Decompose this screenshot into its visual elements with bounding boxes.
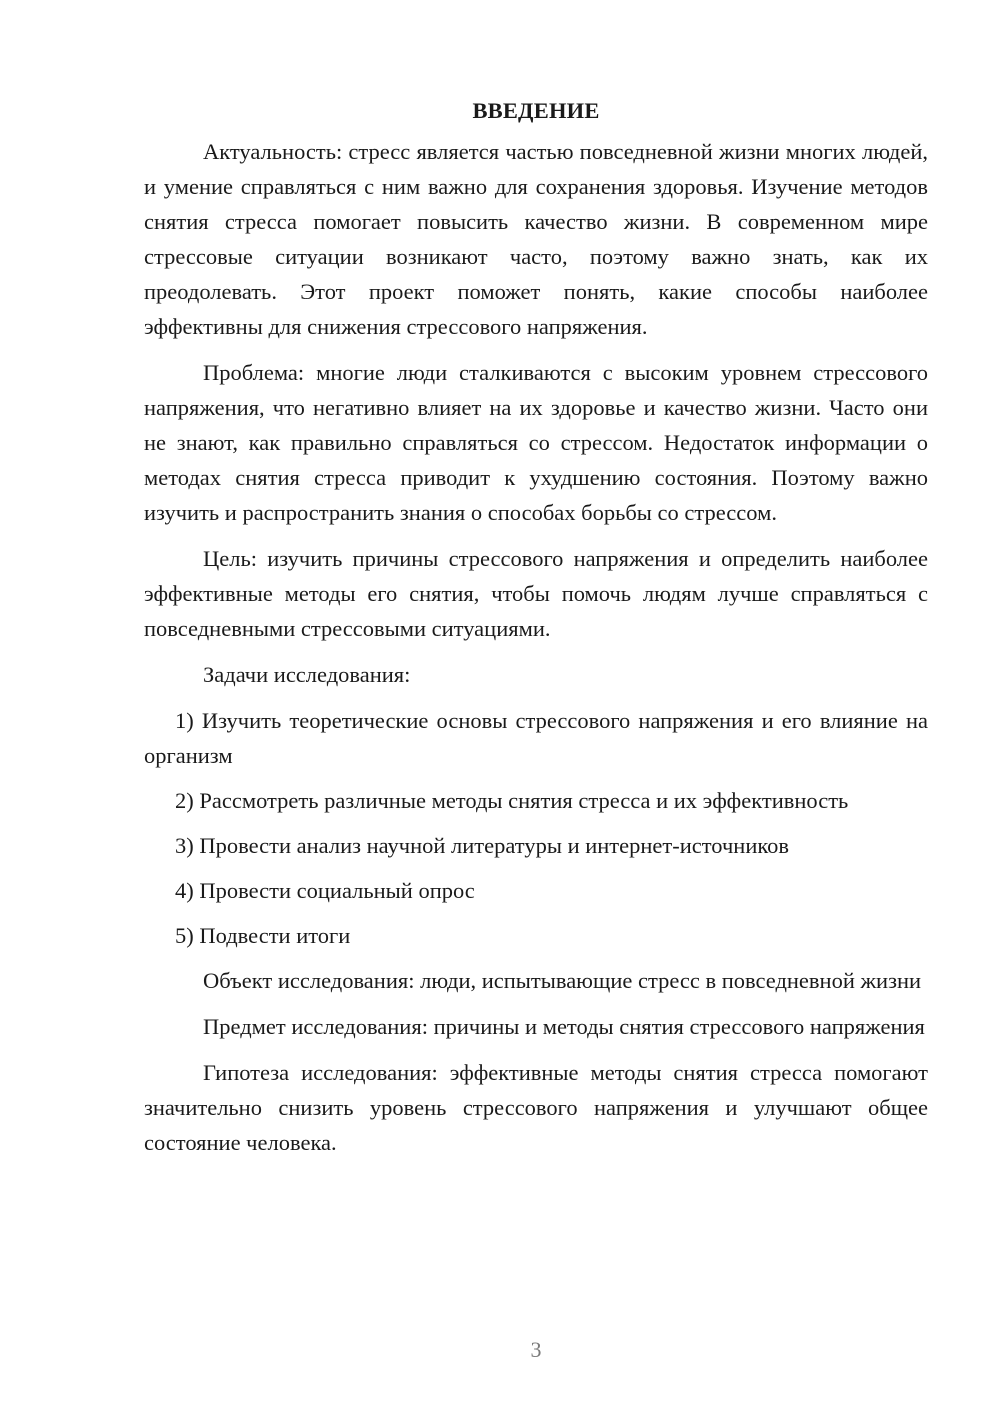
- task-item: 3) Провести анализ научной литературы и интернет-источников: [175, 833, 790, 858]
- tasks-heading: Задачи исследования:: [203, 662, 411, 687]
- relevance-paragraph: Актуальность: стресс является частью повседневной жизни многих людей, и умение справляться с ним важно для сохранения здоровья. Изучение методов снятия стресса помогает повысить качество жизни. В современном мире стрессовые ситуации возникают часто, поэтому важно знать, как их преодолевать. Этот проект поможет понять, какие способы наиболее эффективны для снижения стрессового напряжения.: [144, 139, 928, 339]
- section-title: ВВЕДЕНИЕ: [472, 98, 600, 123]
- task-item: 1) Изучить теоретические основы стрессового напряжения и его влияние на организм: [144, 708, 928, 768]
- object-paragraph: Объект исследования: люди, испытывающие стресс в повседневной жизни: [203, 968, 922, 993]
- page-number: 3: [530, 1337, 542, 1362]
- goal-paragraph: Цель: изучить причины стрессового напряжения и определить наиболее эффективные методы его снятия, чтобы помочь людям лучше справляться с повседневными стрессовыми ситуациями.: [144, 546, 928, 641]
- subject-paragraph: Предмет исследования: причины и методы снятия стрессового напряжения: [203, 1014, 925, 1039]
- task-item: 2) Рассмотреть различные методы снятия стресса и их эффективность: [175, 788, 849, 813]
- hypothesis-paragraph: Гипотеза исследования: эффективные методы снятия стресса помогают значительно снизить уровень стрессового напряжения и улучшают общее состояние человека.: [144, 1060, 928, 1155]
- task-item: 5) Подвести итоги: [175, 923, 351, 948]
- page-content: [144, 93, 928, 1171]
- task-item: 4) Провести социальный опрос: [175, 878, 475, 903]
- problem-paragraph: Проблема: многие люди сталкиваются с высоким уровнем стрессового напряжения, что негативно влияет на их здоровье и качество жизни. Часто они не знают, как правильно справляться со стрессом. Недостаток информации о методах снятия стресса приводит к ухудшению состояния. Поэтому важно изучить и распространить знания о способах борьбы со стрессом.: [144, 360, 928, 525]
- tasks-list: [144, 703, 928, 953]
